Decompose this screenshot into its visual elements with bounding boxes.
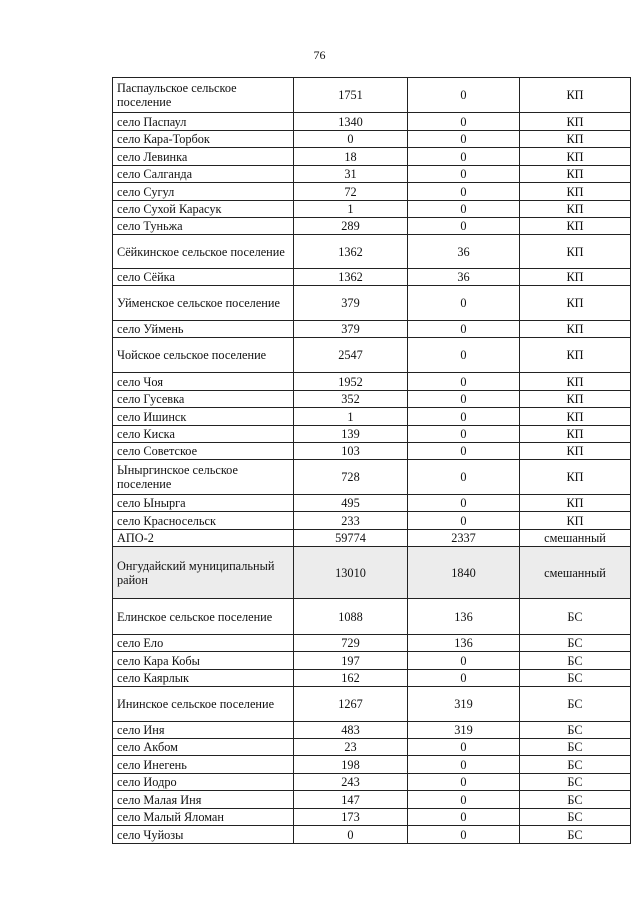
- value-cell: 0: [408, 338, 520, 373]
- settlement-name: Паспаульское сельское поселение: [113, 78, 294, 113]
- table-row: [113, 373, 631, 391]
- value-cell: 0: [408, 218, 520, 235]
- value-cell: 0: [408, 495, 520, 512]
- type-cell: БС: [520, 635, 631, 652]
- table-row: [113, 321, 631, 338]
- value-cell: 0: [408, 443, 520, 460]
- population-cell: 1362: [294, 269, 408, 286]
- settlement-name: Сёйкинское сельское поселение: [113, 235, 294, 269]
- type-cell: КП: [520, 235, 631, 269]
- population-cell: 495: [294, 495, 408, 512]
- settlement-name: село Малый Яломан: [113, 809, 294, 826]
- population-cell: 23: [294, 739, 408, 756]
- type-cell: КП: [520, 443, 631, 460]
- table-row: [113, 113, 631, 131]
- table-row: [113, 739, 631, 756]
- type-cell: КП: [520, 512, 631, 530]
- table-row: [113, 408, 631, 426]
- population-cell: 2547: [294, 338, 408, 373]
- settlement-name: село Паспаул: [113, 113, 294, 131]
- population-cell: 162: [294, 670, 408, 687]
- value-cell: 136: [408, 599, 520, 635]
- settlement-name: село Инегень: [113, 756, 294, 774]
- value-cell: 0: [408, 791, 520, 809]
- table-row: [113, 670, 631, 687]
- table-row: [113, 218, 631, 235]
- value-cell: 0: [408, 321, 520, 338]
- settlement-name: село Сухой Карасук: [113, 201, 294, 218]
- type-cell: БС: [520, 774, 631, 791]
- settlement-name: село Кара-Торбок: [113, 131, 294, 148]
- population-cell: 729: [294, 635, 408, 652]
- population-cell: 1: [294, 408, 408, 426]
- value-cell: 0: [408, 286, 520, 321]
- population-cell: 379: [294, 321, 408, 338]
- value-cell: 0: [408, 826, 520, 844]
- settlement-name: село Ело: [113, 635, 294, 652]
- value-cell: 0: [408, 652, 520, 670]
- population-cell: 352: [294, 391, 408, 408]
- settlement-name: село Иодро: [113, 774, 294, 791]
- value-cell: 0: [408, 148, 520, 166]
- table-row: [113, 722, 631, 739]
- table-row: [113, 599, 631, 635]
- table-row: [113, 286, 631, 321]
- population-cell: 243: [294, 774, 408, 791]
- table-row: [113, 131, 631, 148]
- table-row: [113, 774, 631, 791]
- settlements-table: [112, 77, 631, 844]
- type-cell: БС: [520, 599, 631, 635]
- value-cell: 0: [408, 670, 520, 687]
- page-number: 76: [313, 48, 326, 62]
- type-cell: КП: [520, 373, 631, 391]
- settlement-name: село Акбом: [113, 739, 294, 756]
- type-cell: КП: [520, 460, 631, 495]
- settlement-name: село Ишинск: [113, 408, 294, 426]
- table-row: [113, 443, 631, 460]
- value-cell: 0: [408, 408, 520, 426]
- settlement-name: село Салганда: [113, 166, 294, 183]
- table-row: [113, 826, 631, 844]
- population-cell: 1: [294, 201, 408, 218]
- value-cell: 319: [408, 687, 520, 722]
- settlement-name: село Сугул: [113, 183, 294, 201]
- value-cell: 0: [408, 183, 520, 201]
- population-cell: 1267: [294, 687, 408, 722]
- type-cell: БС: [520, 687, 631, 722]
- table-row: [113, 183, 631, 201]
- type-cell: КП: [520, 391, 631, 408]
- population-cell: 13010: [294, 547, 408, 599]
- table-row: [113, 809, 631, 826]
- population-cell: 173: [294, 809, 408, 826]
- settlement-name: АПО-2: [113, 530, 294, 547]
- type-cell: БС: [520, 722, 631, 739]
- table-row: [113, 530, 631, 547]
- value-cell: 2337: [408, 530, 520, 547]
- population-cell: 31: [294, 166, 408, 183]
- type-cell: смешанный: [520, 547, 631, 599]
- population-cell: 103: [294, 443, 408, 460]
- value-cell: 0: [408, 78, 520, 113]
- table-row: [113, 148, 631, 166]
- value-cell: 0: [408, 426, 520, 443]
- table-row: [113, 652, 631, 670]
- type-cell: БС: [520, 809, 631, 826]
- population-cell: 147: [294, 791, 408, 809]
- settlement-name: село Малая Иня: [113, 791, 294, 809]
- population-cell: 728: [294, 460, 408, 495]
- population-cell: 197: [294, 652, 408, 670]
- population-cell: 0: [294, 131, 408, 148]
- type-cell: смешанный: [520, 530, 631, 547]
- type-cell: КП: [520, 338, 631, 373]
- type-cell: КП: [520, 131, 631, 148]
- type-cell: БС: [520, 791, 631, 809]
- settlement-name: село Чуйозы: [113, 826, 294, 844]
- settlement-name: Ыныргинское сельское поселение: [113, 460, 294, 495]
- type-cell: КП: [520, 201, 631, 218]
- settlement-name: село Ынырга: [113, 495, 294, 512]
- type-cell: БС: [520, 652, 631, 670]
- settlement-name: село Красносельск: [113, 512, 294, 530]
- value-cell: 0: [408, 391, 520, 408]
- value-cell: 0: [408, 166, 520, 183]
- settlement-name: Чойское сельское поселение: [113, 338, 294, 373]
- table-row: [113, 426, 631, 443]
- table-row: [113, 791, 631, 809]
- population-cell: 139: [294, 426, 408, 443]
- population-cell: 233: [294, 512, 408, 530]
- settlement-name: Елинское сельское поселение: [113, 599, 294, 635]
- population-cell: 1362: [294, 235, 408, 269]
- type-cell: КП: [520, 426, 631, 443]
- population-cell: 289: [294, 218, 408, 235]
- table-row: [113, 235, 631, 269]
- population-cell: 1952: [294, 373, 408, 391]
- population-cell: 379: [294, 286, 408, 321]
- value-cell: 0: [408, 756, 520, 774]
- type-cell: БС: [520, 826, 631, 844]
- settlement-name: Ининское сельское поселение: [113, 687, 294, 722]
- population-cell: 198: [294, 756, 408, 774]
- settlement-name: Онгудайский муниципальный район: [113, 547, 294, 599]
- type-cell: КП: [520, 321, 631, 338]
- value-cell: 0: [408, 201, 520, 218]
- settlement-name: село Каярлык: [113, 670, 294, 687]
- table-row: [113, 512, 631, 530]
- type-cell: КП: [520, 286, 631, 321]
- value-cell: 0: [408, 373, 520, 391]
- population-cell: 59774: [294, 530, 408, 547]
- population-cell: 1088: [294, 599, 408, 635]
- type-cell: КП: [520, 113, 631, 131]
- table-row: [113, 460, 631, 495]
- type-cell: КП: [520, 408, 631, 426]
- value-cell: 0: [408, 512, 520, 530]
- table-row: [113, 78, 631, 113]
- population-cell: 0: [294, 826, 408, 844]
- value-cell: 36: [408, 235, 520, 269]
- value-cell: 0: [408, 460, 520, 495]
- settlement-name: село Иня: [113, 722, 294, 739]
- settlement-name: село Чоя: [113, 373, 294, 391]
- value-cell: 319: [408, 722, 520, 739]
- settlement-name: село Туньжа: [113, 218, 294, 235]
- table-row: [113, 338, 631, 373]
- table-row: [113, 547, 631, 599]
- settlement-name: село Советское: [113, 443, 294, 460]
- table-row: [113, 687, 631, 722]
- value-cell: 0: [408, 809, 520, 826]
- table-row: [113, 635, 631, 652]
- value-cell: 1840: [408, 547, 520, 599]
- population-cell: 1751: [294, 78, 408, 113]
- type-cell: КП: [520, 218, 631, 235]
- settlement-name: село Киска: [113, 426, 294, 443]
- type-cell: КП: [520, 269, 631, 286]
- table-row: [113, 269, 631, 286]
- table-row: [113, 391, 631, 408]
- type-cell: КП: [520, 495, 631, 512]
- type-cell: КП: [520, 78, 631, 113]
- table-row: [113, 756, 631, 774]
- table-row: [113, 201, 631, 218]
- value-cell: 136: [408, 635, 520, 652]
- type-cell: КП: [520, 183, 631, 201]
- settlement-name: село Уймень: [113, 321, 294, 338]
- type-cell: БС: [520, 670, 631, 687]
- type-cell: БС: [520, 739, 631, 756]
- population-cell: 72: [294, 183, 408, 201]
- population-cell: 483: [294, 722, 408, 739]
- population-cell: 1340: [294, 113, 408, 131]
- value-cell: 0: [408, 131, 520, 148]
- type-cell: БС: [520, 756, 631, 774]
- settlement-name: село Кара Кобы: [113, 652, 294, 670]
- table-row: [113, 495, 631, 512]
- population-cell: 18: [294, 148, 408, 166]
- table-row: [113, 166, 631, 183]
- value-cell: 0: [408, 774, 520, 791]
- type-cell: КП: [520, 148, 631, 166]
- type-cell: КП: [520, 166, 631, 183]
- settlement-name: село Левинка: [113, 148, 294, 166]
- value-cell: 0: [408, 113, 520, 131]
- value-cell: 36: [408, 269, 520, 286]
- settlement-name: Уйменское сельское поселение: [113, 286, 294, 321]
- settlement-name: село Гусевка: [113, 391, 294, 408]
- value-cell: 0: [408, 739, 520, 756]
- settlement-name: село Сёйка: [113, 269, 294, 286]
